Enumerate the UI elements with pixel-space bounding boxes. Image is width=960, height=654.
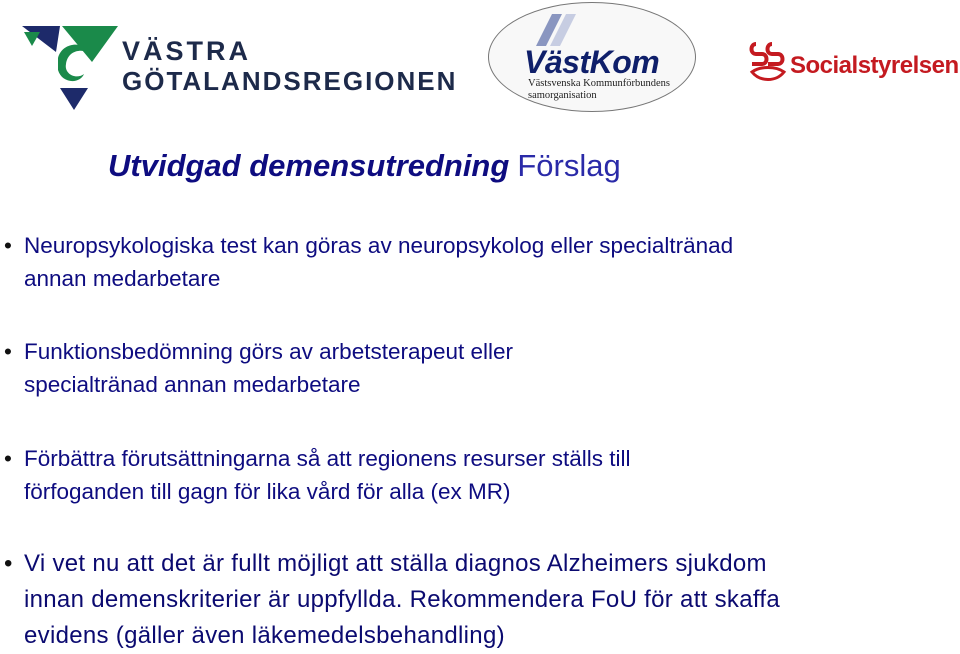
vastkom-subtitle-line1: Västsvenska Kommunförbundens [528,78,671,89]
bullet-line: evidens (gäller även läkemedelsbehandling) [24,622,505,649]
socialstyrelsen-emblem-icon [748,38,788,84]
slide-title-main: Utvidgad demensutredning [108,148,510,183]
vgr-name-line1: VÄSTRA [122,36,252,66]
bullet-line: specialtränad annan medarbetare [24,372,361,397]
slide-title-suffix: Förslag [517,148,621,183]
bullet-dot-icon: • [4,550,13,577]
bullet-line: Neuropsykologiska test kan göras av neuropsykolog eller specialtränad [24,233,734,258]
bullet-text [24,442,631,508]
vastkom-logo [488,2,696,112]
vgr-name-line2: GÖTALANDSREGIONEN [122,66,458,96]
bullet-line: Förbättra förutsättningarna så att regionens resurser ställs till [24,446,631,471]
vastkom-subtitle [528,78,670,102]
socialstyrelsen-name: Socialstyrelsen [790,52,959,79]
logo-bar [0,0,960,120]
slide-title [108,148,621,184]
bullet-line: Funktionsbedömning görs av arbetsterapeut eller [24,339,514,364]
vgr-logo [22,22,458,112]
bullet-line: Vi vet nu att det är fullt möjligt att ställa diagnos Alzheimers sjukdom [24,550,767,577]
vgr-emblem-icon [22,22,122,112]
bullet-text [24,546,780,654]
bullet-text [24,335,513,401]
vastkom-subtitle-line2: samorganisation [528,90,597,101]
bullet-line: innan demenskriterier är uppfyllda. Rekommendera FoU för att skaffa [24,586,781,613]
socialstyrelsen-logo [748,38,958,88]
bullet-dot-icon: • [4,233,12,258]
bullet-text [24,229,733,295]
vastkom-stripes-icon [532,12,582,48]
bullet-dot-icon: • [4,446,12,471]
bullet-dot-icon: • [4,339,12,364]
bullet-line: förfoganden till gagn för lika vård för alla (ex MR) [24,479,511,504]
vastkom-name: VästKom [524,44,660,80]
bullet-line: annan medarbetare [24,266,221,291]
